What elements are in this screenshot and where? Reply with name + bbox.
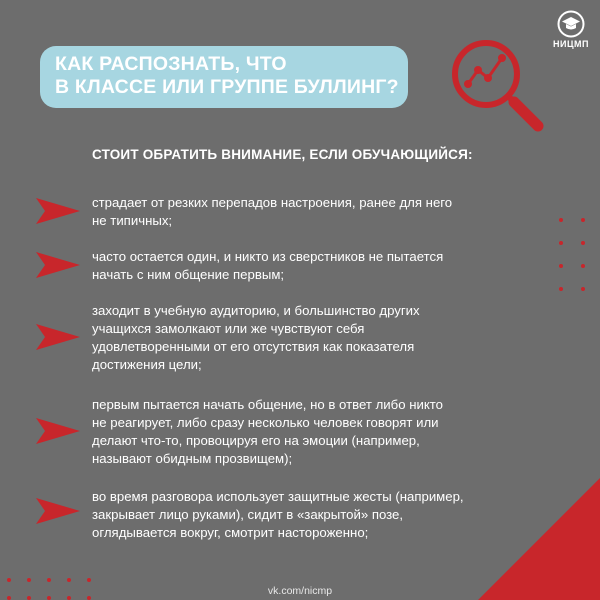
- list-item: [92, 302, 532, 374]
- arrow-icon: [36, 324, 80, 350]
- arrow-icon: [36, 252, 80, 278]
- dot: [559, 241, 563, 245]
- item-line: не типичных;: [92, 213, 173, 228]
- dot: [559, 264, 563, 268]
- arrow-icon: [36, 498, 80, 524]
- dot: [559, 218, 563, 222]
- title-line-2: В КЛАССЕ ИЛИ ГРУППЕ БУЛЛИНГ?: [55, 76, 399, 98]
- item-line: заходит в учебную аудиторию, и большинство других: [92, 303, 420, 318]
- dot: [581, 241, 585, 245]
- item-line: делают что-то, провоцируя его на эмоции (например,: [92, 433, 420, 448]
- item-line: закрывает лицо руками), сидит в «закрытой» позе,: [92, 507, 404, 522]
- footer-link[interactable]: vk.com/nicmp: [267, 585, 333, 597]
- item-line: часто остается один, и никто из сверстников не пытается: [92, 249, 444, 264]
- arrow-icon: [36, 198, 80, 224]
- item-line: не реагирует, либо сразу несколько человек говорят или: [92, 415, 439, 430]
- dot: [581, 218, 585, 222]
- dot: [581, 264, 585, 268]
- subtitle: СТОИТ ОБРАТИТЬ ВНИМАНИЕ, ЕСЛИ ОБУЧАЮЩИЙСЯ:: [92, 147, 473, 162]
- item-line: во время разговора использует защитные жесты (например,: [92, 489, 464, 504]
- dot: [27, 578, 31, 582]
- title-box: [40, 46, 408, 108]
- list-item: [92, 194, 532, 230]
- graduation-cap-icon: [557, 10, 585, 38]
- list-item: [92, 488, 532, 542]
- dot: [7, 578, 11, 582]
- item-line: страдает от резких перепадов настроения, ранее для него: [92, 195, 453, 210]
- list-item: [92, 248, 532, 284]
- item-line: начать с ним общение первым;: [92, 267, 285, 282]
- item-line: достижения цели;: [92, 357, 202, 372]
- logo-text: НИЦМП: [552, 39, 589, 49]
- list-item: [92, 396, 532, 468]
- arrow-icon: [36, 418, 80, 444]
- dot: [559, 287, 563, 291]
- nicmp-logo: [552, 10, 590, 49]
- dot: [581, 287, 585, 291]
- dot: [87, 578, 91, 582]
- dot: [67, 578, 71, 582]
- item-line: называют обидным прозвищем);: [92, 451, 293, 466]
- item-line: первым пытается начать общение, но в ответ либо никто: [92, 397, 444, 412]
- item-line: оглядывается вокруг, смотрит настороженно;: [92, 525, 369, 540]
- magnifier-chart-icon: [448, 36, 548, 136]
- title-line-1: КАК РАСПОЗНАТЬ, ЧТО: [55, 53, 287, 75]
- item-line: учащихся замолкают или же чувствуют себя: [92, 321, 365, 336]
- dot: [47, 578, 51, 582]
- item-line: удовлетворенными от его отсутствия как показателя: [92, 339, 415, 354]
